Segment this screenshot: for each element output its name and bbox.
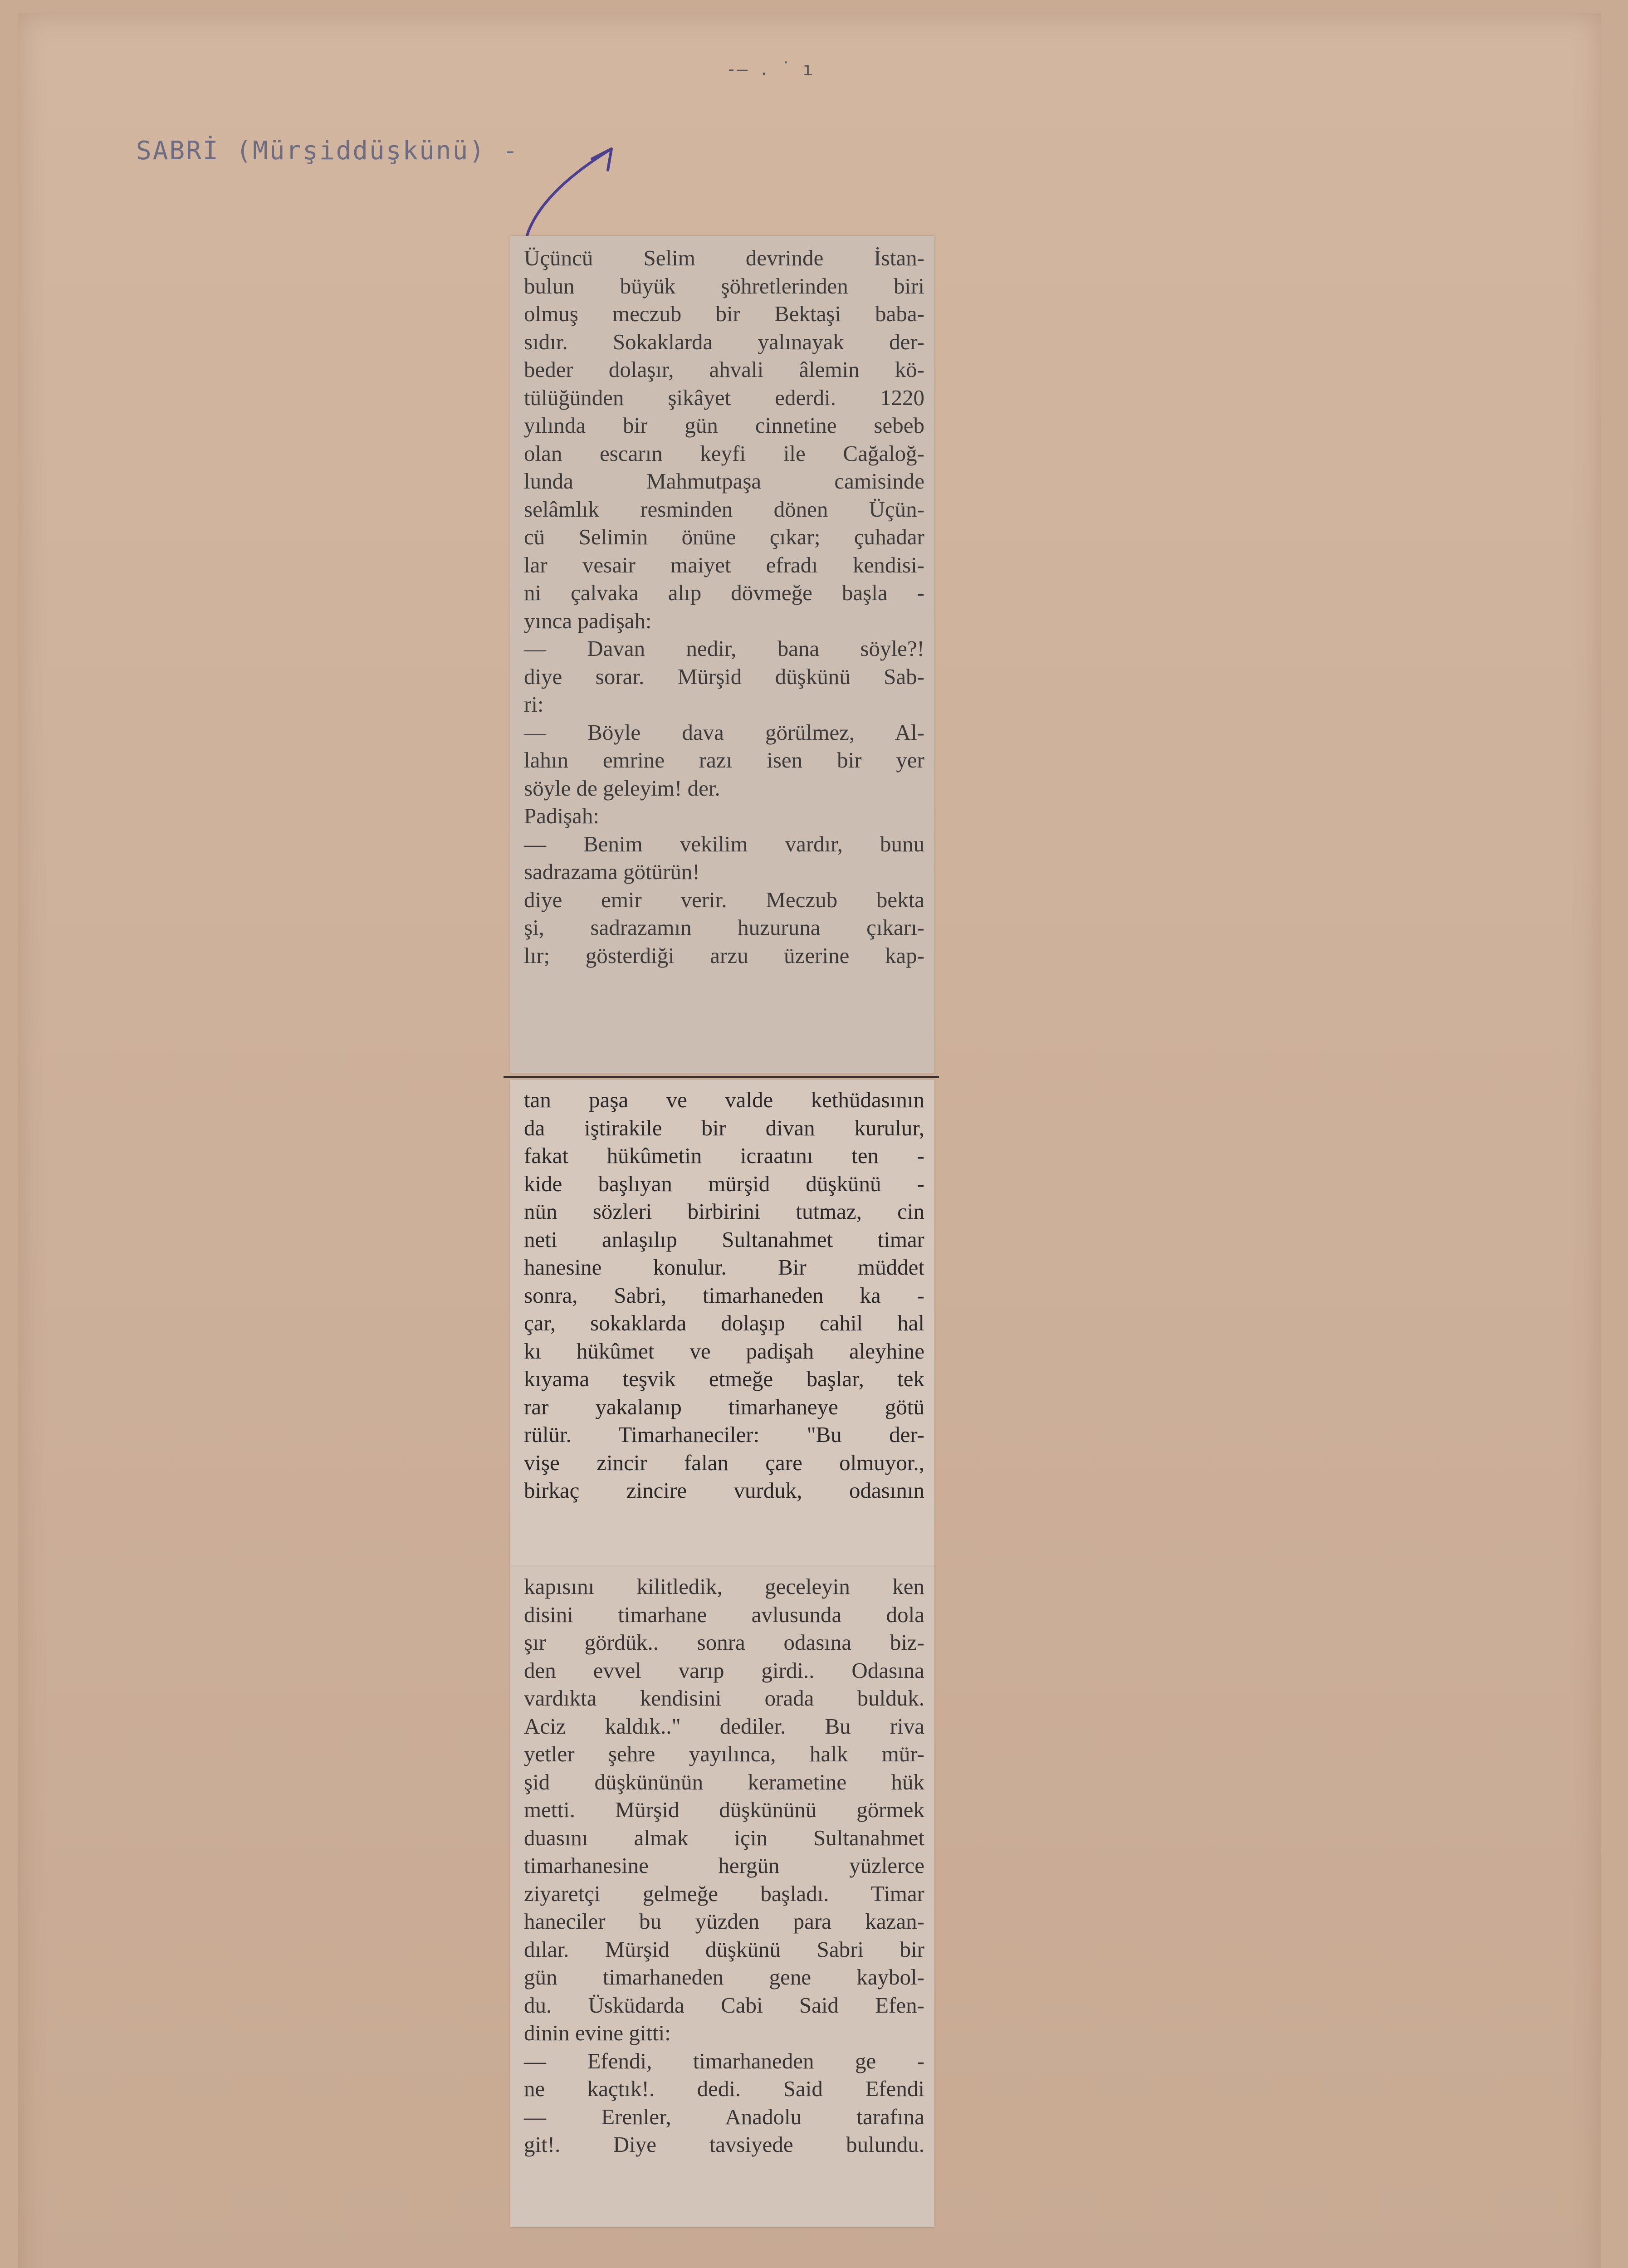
article-line: den evvel varıp girdi.. Odasına [524, 1657, 924, 1683]
article-line: sonra, Sabri, timarhaneden ka - [524, 1282, 924, 1308]
article-line: yılında bir gün cinnetine sebeb [524, 413, 924, 438]
article-line: metti. Mürşid düşkününü görmek [524, 1797, 924, 1822]
article-line: Padişah: [524, 803, 600, 828]
article-line: lır; gösterdiği arzu üzerine kap- [524, 943, 924, 968]
article-line: diye sorar. Mürşid düşkünü Sab- [524, 664, 924, 689]
article-line: kı hükûmet ve padişah aleyhine [524, 1338, 924, 1364]
top-marks: -— . ˙ ı [726, 59, 813, 80]
article-line: yınca padişah: [524, 608, 652, 633]
article-line: sıdır. Sokaklarda yalınayak der- [524, 329, 924, 354]
page-title: SABRİ (Mürşiddüşkünü) - [136, 136, 519, 166]
article-line: diye emir verir. Meczub bekta [524, 887, 924, 912]
article-line: rar yakalanıp timarhaneye götü [524, 1394, 924, 1419]
article-line: tülüğünden şikâyet ederdi. 1220 [524, 385, 924, 410]
article-line: ne kaçtık!. dedi. Said Efendi [524, 2076, 924, 2101]
article-line: lar vesair maiyet efradı kendisi- [524, 552, 924, 577]
clipping-column-1 [510, 236, 934, 1073]
article-line: duasını almak için Sultanahmet [524, 1825, 924, 1850]
article-line: yetler şehre yayılınca, halk mür- [524, 1741, 924, 1766]
article-line: şid düşkününün kerametine hük [524, 1769, 924, 1794]
article-line: beder dolaşır, ahvali âlemin kö- [524, 357, 924, 382]
article-line: nün sözleri birbirini tutmaz, cin [524, 1199, 924, 1224]
article-line: çar, sokaklarda dolaşıp cahil hal [524, 1310, 924, 1335]
article-line: vişe zincir falan çare olmuyor., [524, 1450, 924, 1475]
article-line: du. Üsküdarda Cabi Said Efen- [524, 1992, 924, 2018]
article-line: — Erenler, Anadolu tarafına [524, 2104, 924, 2129]
article-line: — Benim vekilim vardır, bunu [524, 831, 924, 856]
article-line: — Efendi, timarhaneden ge - [524, 2048, 924, 2073]
clipping-column-3 [510, 1567, 934, 2227]
article-line: ri: [524, 692, 544, 717]
article-line: neti anlaşılıp Sultanahmet timar [524, 1227, 924, 1252]
article-line: rülür. Timarhaneciler: "Bu der- [524, 1422, 924, 1447]
article-line: selâmlık resminden dönen Üçün- [524, 496, 924, 522]
article-line: vardıkta kendisini orada bulduk. [524, 1686, 924, 1711]
article-line: dılar. Mürşid düşkünü Sabri bir [524, 1936, 924, 1962]
article-line: — Böyle dava görülmez, Al- [524, 719, 924, 745]
article-line: fakat hükûmetin icraatını ten - [524, 1143, 924, 1168]
article-line: tan paşa ve valde kethüdasının [524, 1087, 924, 1112]
article-line: gün timarhaneden gene kaybol- [524, 1965, 924, 1989]
article-line: timarhanesine hergün yüzlerce [524, 1853, 924, 1878]
article-line: cü Selimin önüne çıkar; çuhadar [524, 524, 924, 549]
article-line: kide başlıyan mürşid düşkünü - [524, 1171, 924, 1196]
article-line: dinin evine gitti: [524, 2020, 671, 2045]
article-line: ziyaretçi gelmeğe başladı. Timar [524, 1881, 924, 1906]
article-line: sadrazama götürün! [524, 859, 700, 884]
clipping-divider [504, 1076, 939, 1078]
article-line: şi, sadrazamın huzuruna çıkarı- [524, 915, 924, 940]
article-line: olmuş meczub bir Bektaşi baba- [524, 301, 924, 326]
article-line: kapısını kilitledik, geceleyin ken [524, 1574, 924, 1599]
article-line: haneciler bu yüzden para kazan- [524, 1909, 924, 1934]
article-line: lunda Mahmutpaşa camisinde [524, 469, 924, 494]
article-line: git!. Diye tavsiyede bulundu. [524, 2132, 924, 2157]
article-line: kıyama teşvik etmeğe başlar, tek [524, 1366, 924, 1391]
article-line: şır gördük.. sonra odasına biz- [524, 1630, 924, 1655]
article-line: bulun büyük şöhretlerinden biri [524, 273, 924, 298]
article-line: birkaç zincire vurduk, odasının [524, 1478, 924, 1503]
article-line: lahın emrine razı isen bir yer [524, 748, 924, 772]
article-line: olan escarın keyfi ile Cağaloğ- [524, 440, 924, 466]
article-line: hanesine konulur. Bir müddet [524, 1255, 924, 1280]
article-line: Aciz kaldık.." dediler. Bu riva [524, 1713, 924, 1739]
article-line: disini timarhane avlusunda dola [524, 1602, 924, 1627]
article-line: söyle de geleyim! der. [524, 775, 720, 801]
article-line: — Davan nedir, bana söyle?! [524, 636, 924, 661]
article-line: ni çalvaka alıp dövmeğe başla - [524, 580, 924, 605]
article-line: Üçüncü Selim devrinde İstan- [524, 245, 924, 270]
clipping-column-2 [510, 1080, 934, 1567]
article-line: da iştirakile bir divan kurulur, [524, 1115, 924, 1140]
